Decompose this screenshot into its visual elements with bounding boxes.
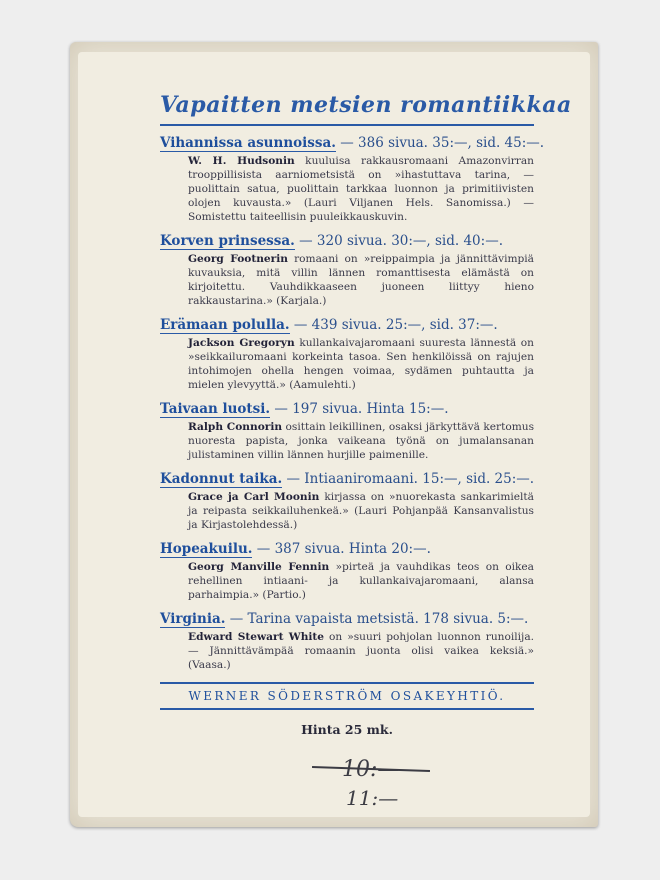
book-title: Vihannissa asunnoissa. bbox=[160, 135, 336, 151]
entry-description bbox=[188, 420, 534, 462]
handwritten-old-price: 10:— bbox=[342, 757, 400, 782]
book-title: Erämaan polulla. bbox=[160, 317, 290, 333]
book-info: — 439 sivua. 25:—, sid. 37:—. bbox=[293, 317, 498, 333]
entry-heading bbox=[160, 468, 534, 490]
book-title: Kadonnut taika. bbox=[160, 471, 283, 487]
entry-description bbox=[188, 252, 534, 308]
author-name: Grace ja Carl Moonin bbox=[188, 491, 320, 503]
entry-heading bbox=[160, 538, 534, 560]
description-text: kirjassa on »nuorekasta sankarimieltä ja reipasta seikkailuhenkeä.» (Lauri Pohjanpää Kansanvalistus ja Kirjastolehdessä.) bbox=[188, 491, 535, 531]
description-text: on »suuri pohjolan luonnon runoilija. — Jännittävämpää romaanin juonta olisi vaikea keksiä.» (Vaasa.) bbox=[188, 631, 534, 671]
book-info: — Intiaaniromaani. 15:—, sid. 25:—. bbox=[286, 471, 535, 487]
title-rule bbox=[160, 124, 534, 126]
author-name: W. H. Hudsonin bbox=[188, 155, 295, 167]
entry-heading bbox=[160, 230, 534, 252]
series-title: Vapaitten metsien romantiikkaa bbox=[160, 92, 572, 118]
entry-heading bbox=[160, 608, 534, 630]
author-name: Georg Footnerin bbox=[188, 253, 288, 265]
book-title: Korven prinsessa. bbox=[160, 233, 295, 249]
book-info: — 386 sivua. 35:—, sid. 45:—. bbox=[340, 135, 545, 151]
entry-description bbox=[188, 630, 534, 672]
entry-list bbox=[160, 132, 545, 672]
entry-description bbox=[188, 560, 534, 602]
book-entry bbox=[160, 230, 534, 308]
entry-heading bbox=[160, 314, 534, 336]
book-title: Hopeakuilu. bbox=[160, 541, 253, 557]
author-name: Georg Manville Fennin bbox=[188, 561, 330, 573]
price-label: Hinta 25 mk. bbox=[301, 722, 393, 737]
book-entry bbox=[160, 538, 534, 602]
description-text: osittain leikillinen, osaksi järkyttävä kertomus nuoresta papista, jonka vaikeana työnä on jumalansanan julistaminen villin lännen hurjille paimenille. bbox=[188, 421, 535, 461]
entry-heading bbox=[160, 398, 534, 420]
entry-description bbox=[188, 336, 534, 392]
description-text: »pirteä ja vauhdikas teos on oikea rehellinen intiaani- ja kullankaivajaromaani, alansa parhaimpia.» (Partio.) bbox=[188, 561, 534, 601]
book-entry bbox=[160, 468, 534, 532]
book-entry bbox=[160, 132, 545, 224]
book-entry bbox=[160, 398, 534, 462]
book-title: Taivaan luotsi. bbox=[160, 401, 271, 417]
book-info: — 387 sivua. Hinta 20:—. bbox=[256, 541, 431, 557]
entry-description bbox=[188, 154, 534, 224]
description-text: kullankaivajaromaani suuresta lännestä on »seikkailuromaani korkeinta tasoa. Sen henkilöissä on rajujen intohimojen ohella hengen voimaa, sydämen puhtautta ja mielen ylevyyttä.» (Aamulehti.) bbox=[188, 337, 535, 391]
entry-description bbox=[188, 490, 534, 532]
author-name: Jackson Gregoryn bbox=[188, 337, 295, 349]
entry-heading bbox=[160, 132, 545, 154]
book-info: — Tarina vapaista metsistä. 178 sivua. 5:—. bbox=[229, 611, 529, 627]
author-name: Edward Stewart White bbox=[188, 631, 325, 643]
handwritten-new-price: 11:— bbox=[346, 786, 399, 810]
book-info: — 320 sivua. 30:—, sid. 40:—. bbox=[299, 233, 503, 249]
book-title: Virginia. bbox=[160, 611, 226, 627]
book-info: — 197 sivua. Hinta 15:—. bbox=[274, 401, 449, 417]
publisher-name: WERNER SÖDERSTRÖM OSAKEYHTIÖ. bbox=[160, 682, 534, 710]
author-name: Ralph Connorin bbox=[188, 421, 283, 433]
description-text: romaani on »reippaimpia ja jännittävimpiä kuvauksia, mitä villin lännen romanttisesta elämästä on kirjoitettu. Vauhdikkaaseen juoneen liittyy hieno rakkaustarina.» (Karjala.) bbox=[188, 253, 534, 307]
book-entry bbox=[160, 608, 534, 672]
description-text: kuuluisa rakkausromaani Amazonvirran trooppillisista aarniometsistä on »ihastuttava tarina, — puolittain satua, puolittain tarkkaa luonnon ja primitiivisten olojen kuvausta.» (Lauri Viljanen Hels. Sanomissa.) — Somistettu taiteellisin puuleikkauskuvin. bbox=[188, 155, 534, 223]
catalog-content bbox=[160, 86, 572, 737]
book-entry bbox=[160, 314, 534, 392]
